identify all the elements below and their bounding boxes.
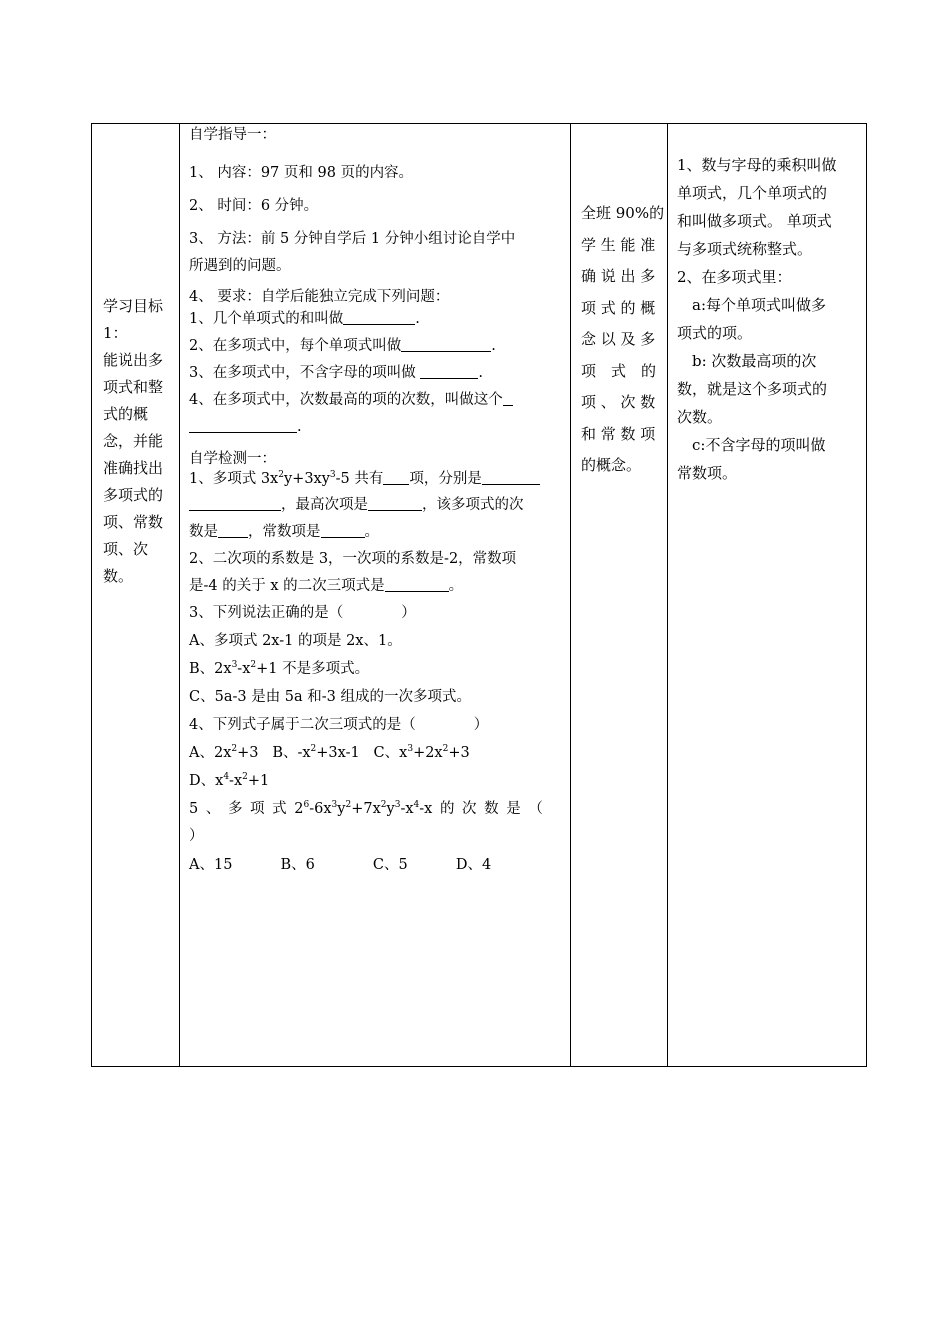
text-line: 数，就是这个多项式的	[677, 380, 828, 398]
text-line: 项、次	[103, 540, 149, 558]
check-question-1-line2: ，最高次项是 ，该多项式的次	[189, 495, 564, 515]
text-line: 项 式 的 概	[581, 298, 656, 317]
question-3: 3、在多项式中，不含字母的项叫做 .	[189, 365, 483, 381]
question-4: 4、在多项式中，次数最高的项的次数，叫做这个	[189, 390, 564, 410]
text-line: 项、常数	[103, 513, 164, 531]
check-question-5: 5 、 多 项 式 $2^6-6x^3y^2+7x^2y^3-x^4-x$ 的 次 数 是 （	[189, 800, 543, 817]
text-line: a:每个单项式叫做多	[677, 296, 826, 314]
text-line: 能说出多	[103, 351, 164, 369]
text-line: 和 常 数 项	[581, 424, 656, 443]
learning-objective-cell	[92, 123, 179, 590]
option-a: A、多项式 2x-1 的项是 2x、1。	[189, 633, 402, 649]
check-question-2: 2、二次项的系数是 3，一次项的系数是-2，常数项	[189, 551, 517, 567]
text-line: 常数项。	[677, 464, 738, 482]
text-line: 准确找出	[103, 459, 164, 477]
guide-item: 所遇到的问题。	[189, 258, 291, 274]
check-question-5-close: ）	[189, 828, 204, 844]
text-line: 式的概	[103, 405, 149, 423]
check-question-2-line2: 是-4 的关于 x 的二次三项式是 。	[189, 578, 464, 594]
check-question-4-options: A、$2x^2+3$ B、$-x^2+3x-1$ C、$x^3+2x^2+3$	[189, 744, 470, 761]
guide-item: 2、 时间：6 分钟。	[189, 198, 319, 214]
option-b: B、$2x^3-x^2+1$ 不是多项式。	[189, 660, 370, 677]
question-1: 1、几个单项式的和叫做 .	[189, 311, 420, 327]
text-line: 2、在多项式里：	[677, 268, 792, 286]
text-line: 1：	[103, 324, 128, 342]
text-line: 与多项式统称整式。	[677, 240, 813, 258]
text-line: 项 式 的	[581, 361, 657, 380]
text-line: 次数。	[677, 408, 723, 426]
text-line: 单项式，几个单项式的	[677, 184, 828, 202]
guide-item: 1、 内容：97 页和 98 页的内容。	[189, 165, 414, 181]
text-line: 确 说 出 多	[581, 267, 656, 285]
text-line: 学习目标	[103, 297, 164, 315]
goal-cell	[571, 123, 667, 482]
text-line: 多项式的	[103, 486, 164, 504]
guide-item: 3、 方法：前 5 分钟自学后 1 分钟小组讨论自学中	[189, 231, 516, 247]
guide-item: 4、 要求：自学后能独立完成下列问题：	[189, 289, 450, 305]
option-c: C、5a-3 是由 5a 和-3 组成的一次多项式。	[189, 689, 472, 705]
text-line: b: 次数最高项的次	[677, 352, 817, 370]
text-line: 念，并能	[103, 432, 164, 450]
text-line: 全班 90%的	[581, 204, 665, 222]
question-4-blank: .	[189, 417, 564, 437]
guide-title: 自学指导一：	[189, 127, 276, 143]
text-line: 的概念。	[581, 456, 642, 474]
text-line: 项式的项。	[677, 324, 753, 342]
text-line: c:不含字母的项叫做	[677, 436, 826, 454]
check-question-3: 3、下列说法正确的是（ ）	[189, 605, 416, 621]
check-question-1-line3: 数是 ，常数项是 。	[189, 524, 379, 540]
text-line: 项式和整	[103, 378, 164, 396]
text-line: 数。	[103, 567, 134, 585]
text-line: 念 以 及 多	[581, 330, 656, 348]
check-question-1: 1、多项式 $3x^2y+3xy^3-5$ 共有 项，分别是	[189, 469, 564, 489]
question-2: 2、在多项式中，每个单项式叫做 .	[189, 338, 496, 354]
answer-cell	[668, 123, 866, 487]
text-line: 1、数与字母的乘积叫做	[677, 156, 837, 174]
text-line: 项 、 次 数	[581, 393, 656, 411]
check-question-5-options: A、15 B、6 C、5 D、4	[189, 857, 492, 873]
check-question-4: 4、下列式子属于二次三项式的是（ ）	[189, 717, 489, 733]
check-title: 自学检测一：	[189, 451, 276, 467]
check-question-4-option-d: D、$x^4-x^2+1$	[189, 772, 270, 789]
self-study-cell	[180, 123, 570, 875]
text-line: 和叫做多项式。 单项式	[677, 212, 832, 230]
text-line: 学 生 能 准	[581, 235, 656, 254]
